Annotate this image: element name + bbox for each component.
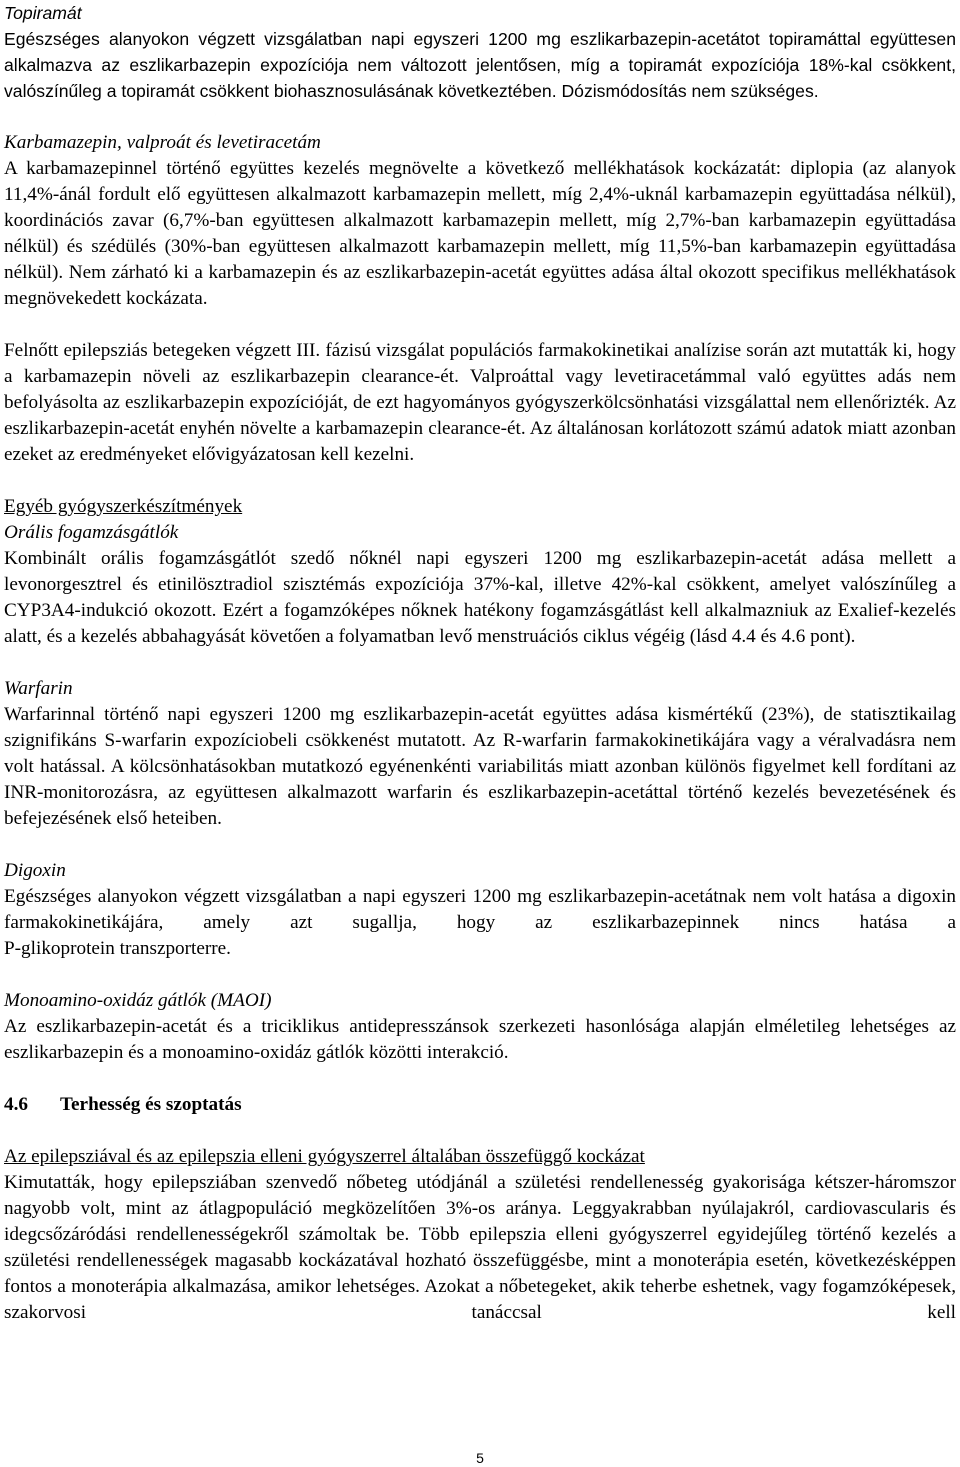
- main-text: [4, 104, 956, 1326]
- karbamazepin-body-2: Felnőtt epilepsziás betegeken végzett III. fázisú vizsgálat populációs farmakokinetikai analízise során azt mutatták ki, hogy a karbamazepin növeli az eszlikarbazepin clearance-ét. Valproáttal vagy levetiracetámmal való együttes adás nem befolyásolta az eszlikarbazepin expozícióját, de ezt hagyományos gyógyszerkölcsönhatási vizsgálattal nem ellenőrizték. Az eszlikarbazepin-acetát enyhén növelte a karbamazepin clearance-ét. Az általánosan korlátozott számú adatok miatt azonban ezeket az eredményeket elővigyázatosan kell kezelni.: [4, 340, 956, 465]
- digoxin-body-line1: Egészséges alanyokon végzett vizsgálatban a napi egyszeri 1200 mg eszlikarbazepin-acetátnak nem volt hatása a digoxin farmakokinetikájára, amely azt sugallja, hogy az eszlikarbazepinnek nincs hatása a: [4, 886, 956, 933]
- page-number: 5: [476, 1450, 484, 1466]
- karbamazepin-heading: Karbamazepin, valproát és levetiracetám: [4, 132, 321, 153]
- section-title: Terhesség és szoptatás: [60, 1094, 242, 1115]
- document-page: [4, 0, 956, 1326]
- maoi-heading: Monoamino-oxidáz gátlók (MAOI): [4, 990, 272, 1011]
- topiramat-heading: Topiramát: [4, 3, 82, 23]
- section-4-6-heading: [4, 1092, 956, 1118]
- topiramat-body: Egészséges alanyokon végzett vizsgálatban napi egyszeri 1200 mg eszlikarbazepin-acetátot topiramáttal együttesen alkalmazva az eszlikarbazepin expozíciója nem változott jelentősen, míg a topiramát expozíciója 18%-kal csökkent, valószínűleg a topiramát csökkent biohasznosulásának következtében. Dózismódosítás nem szükséges.: [4, 29, 956, 101]
- topiramat-section: [4, 0, 956, 104]
- warfarin-body: Warfarinnal történő napi egyszeri 1200 mg eszlikarbazepin-acetát együttes adása kismértékű (23%), de statisztikailag szignifikáns S-warfarin expozíciobeli csökkenést mutatott. Az R-warfarin farmakokinetikájára vagy a véralvadásra nem volt hatással. A kölcsönhatásokban mutatkozó egyénenkénti variabilitás miatt azonban különös figyelmet kell fordítani az INR-monitorozásra, az együttesen alkalmazott warfarin és eszlikarbazepin-acetáttal történő kezelés bevezetésének és befejezésének első heteiben.: [4, 704, 956, 829]
- section-4-6-subheading: Az epilepsziával és az epilepszia elleni gyógyszerrel általában összefüggő kockázat: [4, 1146, 645, 1167]
- digoxin-body-line2: P-glikoprotein transzporterre.: [4, 938, 231, 959]
- warfarin-heading: Warfarin: [4, 678, 73, 699]
- maoi-body: Az eszlikarbazepin-acetát és a triciklikus antidepresszánsok szerkezeti hasonlósága alapján elméletileg lehetséges az eszlikarbazepin és a monoamino-oxidáz gátlók közötti interakció.: [4, 1016, 956, 1063]
- digoxin-heading: Digoxin: [4, 860, 66, 881]
- oralis-fogamzasgatlok-body: Kombinált orális fogamzásgátlót szedő nőknél napi egyszeri 1200 mg eszlikarbazepin-acetát adása mellett a levonorgesztrel és etinilösztradiol szisztémás expozíciója 37%-kal, illetve 42%-kal csökkent, amelyet valószínűleg a CYP3A4-indukció okozott. Ezért a fogamzóképes nőknek hatékony fogamzásgátlást kell alkalmazniuk az Exalief-kezelés alatt, és a kezelés abbahagyását követően a folyamatban levő menstruációs ciklus végéig (lásd 4.4 és 4.6 pont).: [4, 548, 956, 647]
- section-4-6-body: Kimutatták, hogy epilepsziában szenvedő nőbeteg utódjánál a születési rendellenesség gyakorisága kétszer-háromszor nagyobb volt, mint az átlagpopuláció megközelítően 3%-os aránya. Leggyakrabban nyúlajakról, cardiovascularis és idegcsőzáródási rendellenességekről számoltak be. Több epilepszia elleni gyógyszerrel egyidejűleg történő kezelés a születési rendellenességek magasabb kockázatával hozható összefüggésbe, mint a monoterápia esetén, következésképpen fontos a monoterápia alkalmazása, amikor lehetséges. Azokat a nőbetegeket, akik teherbe eshetnek, vagy fogamzóképesek, szakorvosi tanáccsal kell: [4, 1172, 956, 1323]
- section-number: 4.6: [4, 1094, 28, 1115]
- egyeb-heading: Egyéb gyógyszerkészítmények: [4, 496, 243, 517]
- oralis-fogamzasgatlok-heading: Orális fogamzásgátlók: [4, 522, 179, 543]
- karbamazepin-body-1: A karbamazepinnel történő együttes kezelés megnövelte a következő mellékhatások kockázatát: diplopia (az alanyok 11,4%-ánál fordult elő együttesen alkalmazott karbamazepin mellett, míg 2,4%-uknál karbamazepin együttadása nélkül), koordinációs zavar (6,7%-ban együttesen alkalmazott karbamazepin mellett, míg 2,7%-ban karbamazepin együttadása nélkül) és szédülés (30%-ban együttesen alkalmazott karbamazepin mellett, míg 11,5%-ban karbamazepin együttadása nélkül). Nem zárható ki a karbamazepin és az eszlikarbazepin-acetát együttes adása által okozott specifikus mellékhatások megnövekedett kockázata.: [4, 158, 956, 309]
